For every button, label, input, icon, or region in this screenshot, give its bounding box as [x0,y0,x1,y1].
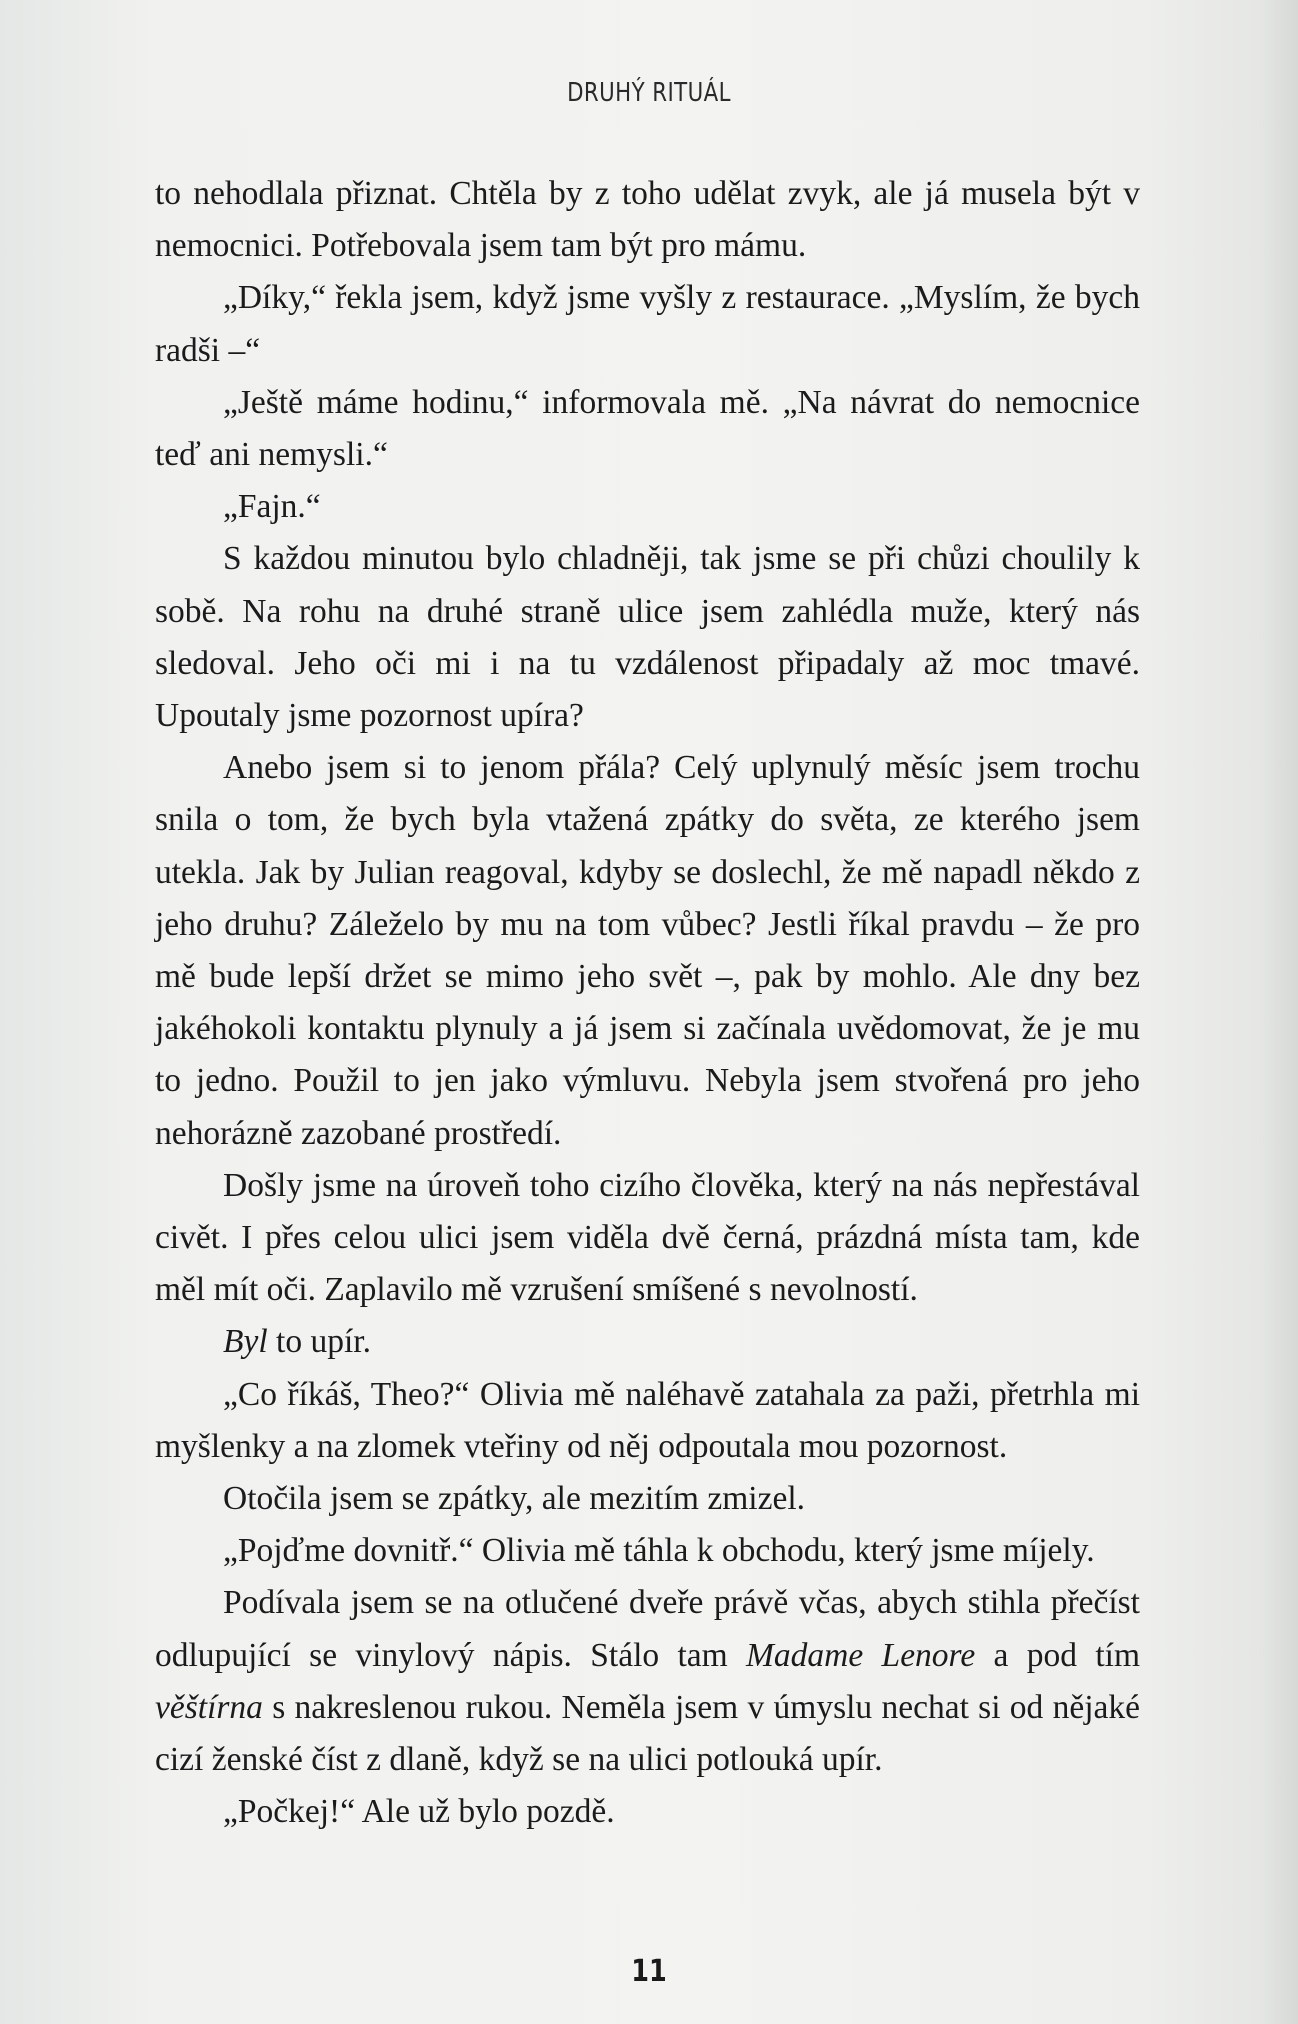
paragraph [155,742,1140,1160]
paragraph [155,481,1140,533]
paragraph [155,1369,1140,1473]
paragraph [155,1525,1140,1577]
text-run: Došly jsme na úroveň toho cizího člověka, který na nás nepřestával civět. I přes celou ulici jsem viděla dvě černá, prázdná místa tam, kde měl mít oči. Zaplavilo mě vzrušení smíšené s nevolností. [155,1166,1140,1309]
body-text [155,168,1140,1839]
page-edge-shadow [1258,0,1298,2024]
paragraph [155,1160,1140,1317]
page-number: 11 [631,1954,667,1989]
text-run: „Fajn.“ [223,488,321,526]
paragraph [155,1577,1140,1786]
paragraph [155,1786,1140,1838]
text-run: S každou minutou bylo chladněji, tak jsme se při chůzi choulily k sobě. Na rohu na druhé straně ulice jsem zahlédla muže, který nás sledoval. Jeho oči mi i na tu vzdálenost připadaly až moc tmavé. Upoutaly jsme pozornost upíra? [155,540,1140,735]
text-run: „Pojďme dovnitř.“ Olivia mě táhla k obchodu, který jsme míjely. [223,1532,1095,1570]
text-run: „Počkej!“ Ale už bylo pozdě. [223,1793,615,1831]
italic-text: věštírna [155,1688,263,1726]
italic-text: Byl [223,1323,268,1361]
text-run: Podívala jsem se na otlučené dveře právě včas, abych stihla přečíst odlupující se vinylový nápis. Stálo tam [155,1584,1140,1674]
text-run: s nakreslenou rukou. Neměla jsem v úmyslu nechat si od nějaké cizí ženské číst z dlaně, když se na ulici potlouká upír. [155,1688,1140,1779]
paragraph [155,272,1140,376]
paragraph [155,1316,1140,1368]
text-run: Anebo jsem si to jenom přála? Celý uplynulý měsíc jsem trochu snila o tom, že bych byla vtažená zpátky do světa, ze kterého jsem utekla. Jak by Julian reagoval, kdyby se doslechl, že mě napadl někdo z jeho druhu? Záleželo by mu na tom vůbec? Jestli říkal pravdu – že pro mě bude lepší držet se mimo jeho svět –, pak by mohlo. Ale dny bez jakéhokoli kontaktu plynuly a já jsem si začínala uvědomovat, že je mu to jedno. Použil to jen jako výmluvu. Nebyla jsem stvořená pro jeho nehorázně zazobané prostředí. [155,749,1140,1152]
text-run: „Co říkáš, Theo?“ Olivia mě naléhavě zatahala za paži, přetrhla mi myšlenky a na zlomek vteřiny od něj odpoutala mou pozornost. [155,1375,1140,1465]
paragraph [155,377,1140,481]
text-run: to nehodlala přiznat. Chtěla by z toho udělat zvyk, ale já musela být v nemocnici. Potřebovala jsem tam být pro mámu. [155,175,1140,265]
running-head: DRUHÝ RITUÁL [567,78,731,108]
italic-text: Madame Lenore [746,1636,976,1674]
paragraph [155,1473,1140,1525]
text-run: to upír. [267,1323,371,1361]
text-run: a pod tím [975,1636,1141,1674]
paragraph [155,168,1140,272]
paragraph [155,533,1140,742]
text-run: Otočila jsem se zpátky, ale mezitím zmizel. [223,1480,805,1518]
text-run: „Ještě máme hodinu,“ informovala mě. „Na návrat do nemocnice teď ani nemysli.“ [155,383,1140,474]
text-run: „Díky,“ řekla jsem, když jsme vyšly z restaurace. „Myslím, že bych radši –“ [155,279,1140,369]
